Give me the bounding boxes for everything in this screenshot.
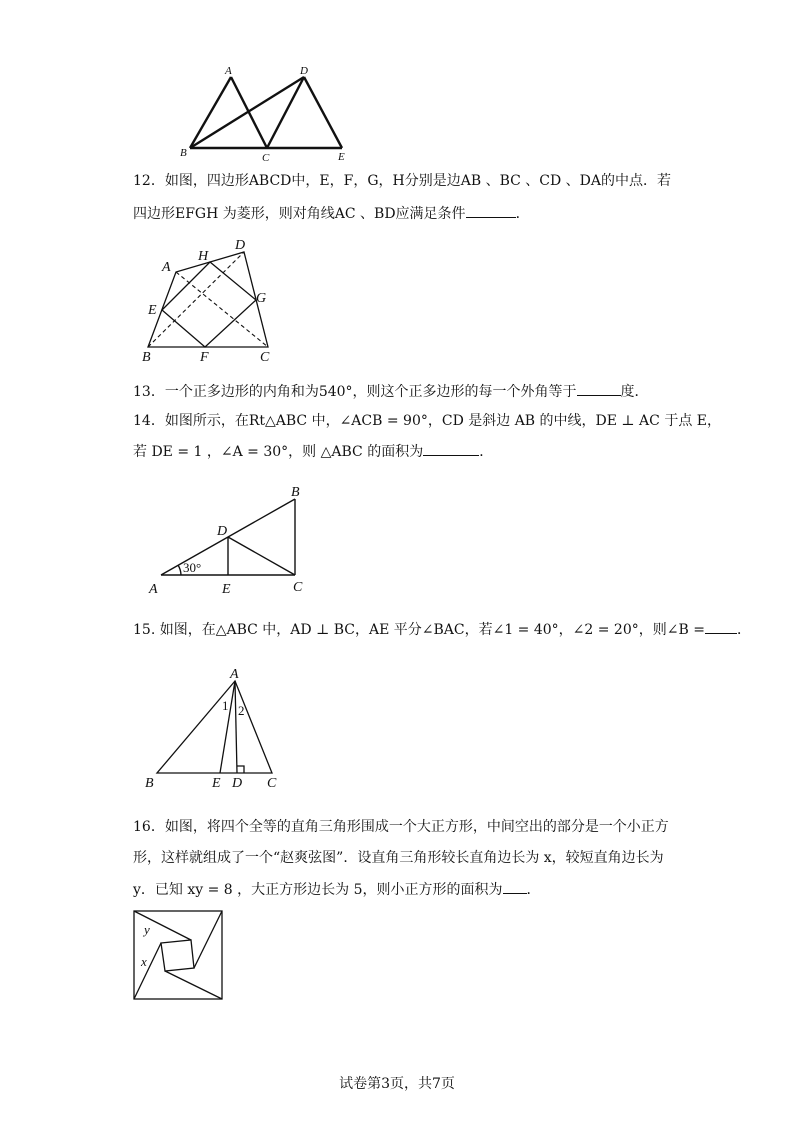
label-angle-1: 1: [222, 698, 229, 713]
label-B: B: [180, 147, 187, 159]
figure-q14: [145, 482, 315, 597]
segment-AD: [235, 681, 237, 773]
hypotenuse-1: [134, 911, 191, 940]
hypotenuse-3: [165, 971, 222, 999]
label-angle-2: 2: [238, 703, 245, 718]
label-E: E: [222, 582, 231, 597]
label-B: B: [142, 350, 151, 364]
label-A: A: [162, 260, 171, 275]
q16-answer-blank[interactable]: [503, 879, 527, 894]
label-x: x: [141, 954, 147, 969]
q14-line1: 14．如图所示，在Rt△ABC 中，∠ACB = 90°，CD 是斜边 AB 的中线，DE ⊥ AC 于点 E，: [133, 413, 721, 429]
small-square: [161, 940, 194, 971]
label-D: D: [300, 65, 308, 77]
label-D: D: [235, 238, 246, 253]
q16-line3: [133, 879, 541, 900]
label-H: H: [198, 249, 209, 264]
label-B: B: [145, 776, 154, 791]
label-E: E: [148, 303, 157, 318]
figure-q15: [140, 663, 290, 793]
angle-arc-A: [178, 565, 181, 575]
q13-end: 度．: [620, 384, 649, 400]
q14-line2-text: 若 DE = 1 ，∠A = 30°，则 △ABC 的面积为: [133, 444, 424, 460]
q15-answer-blank[interactable]: [705, 619, 737, 634]
label-E: E: [338, 151, 345, 163]
q14-answer-blank[interactable]: [423, 441, 479, 456]
q15-line: [133, 619, 751, 640]
segment-AE: [220, 681, 235, 773]
q12-line2: [133, 203, 530, 224]
q14-line2: [133, 441, 493, 462]
label-y: y: [144, 922, 150, 937]
q16-line1: 16．如图，将四个全等的直角三角形围成一个大正方形，中间空出的部分是一个小正方: [133, 819, 669, 835]
label-G: G: [256, 291, 267, 306]
figure-q12: [138, 234, 288, 364]
segment-DE: [304, 77, 342, 148]
label-C: C: [293, 580, 303, 595]
triangle-ABC: [157, 681, 272, 773]
q16-line2: 形，这样就组成了一个“赵爽弦图”．设直角三角形较长直角边长为 x，较短直角边长为: [133, 850, 664, 866]
label-D: D: [232, 776, 243, 791]
segment-BA: [190, 77, 231, 148]
label-A: A: [230, 667, 239, 682]
label-C: C: [262, 152, 270, 164]
label-F: F: [200, 350, 209, 364]
label-A: A: [225, 65, 232, 77]
figure-q11: [170, 60, 360, 168]
rhombus-EFGH: [162, 262, 256, 347]
q13-line: [133, 381, 649, 402]
q15-text: 15. 如图，在△ABC 中，AD ⊥ BC，AE 平分∠BAC，若∠1 = 40°，∠2 = 20°，则∠B =: [133, 622, 705, 638]
label-B: B: [291, 485, 300, 500]
q16-line3-end: ．: [526, 882, 541, 898]
q16-line3-text: y．已知 xy = 8 ，大正方形边长为 5，则小正方形的面积为: [133, 882, 503, 898]
label-C: C: [260, 350, 270, 364]
segment-BD: [190, 77, 304, 148]
label-D: D: [217, 524, 228, 539]
page-footer: 试卷第3页，共7页: [339, 1076, 455, 1092]
q12-line1: 12．如图，四边形ABCD中，E，F，G，H分别是边AB 、BC 、CD 、DA的中点．若: [133, 173, 672, 189]
diagonal-AC: [176, 272, 268, 347]
segment-DC: [228, 537, 295, 575]
q13-answer-blank[interactable]: [577, 381, 621, 396]
q15-end: ．: [736, 622, 751, 638]
q13-text: 13．一个正多边形的内角和为540°，则这个正多边形的每一个外角等于: [133, 384, 577, 400]
label-A: A: [149, 582, 158, 597]
label-E: E: [212, 776, 221, 791]
hypotenuse-2: [194, 911, 222, 968]
label-angle-30: 30°: [183, 560, 202, 575]
q14-line2-end: ．: [479, 444, 494, 460]
q12-line2-text: 四边形EFGH 为菱形，则对角线AC 、BD应满足条件: [133, 206, 466, 222]
figure-q16: [130, 907, 230, 1003]
label-C: C: [267, 776, 277, 791]
q12-line2-end: ．: [515, 206, 530, 222]
q12-answer-blank[interactable]: [466, 203, 516, 218]
hypotenuse-4: [134, 943, 161, 999]
right-angle-mark-D: [237, 766, 244, 773]
